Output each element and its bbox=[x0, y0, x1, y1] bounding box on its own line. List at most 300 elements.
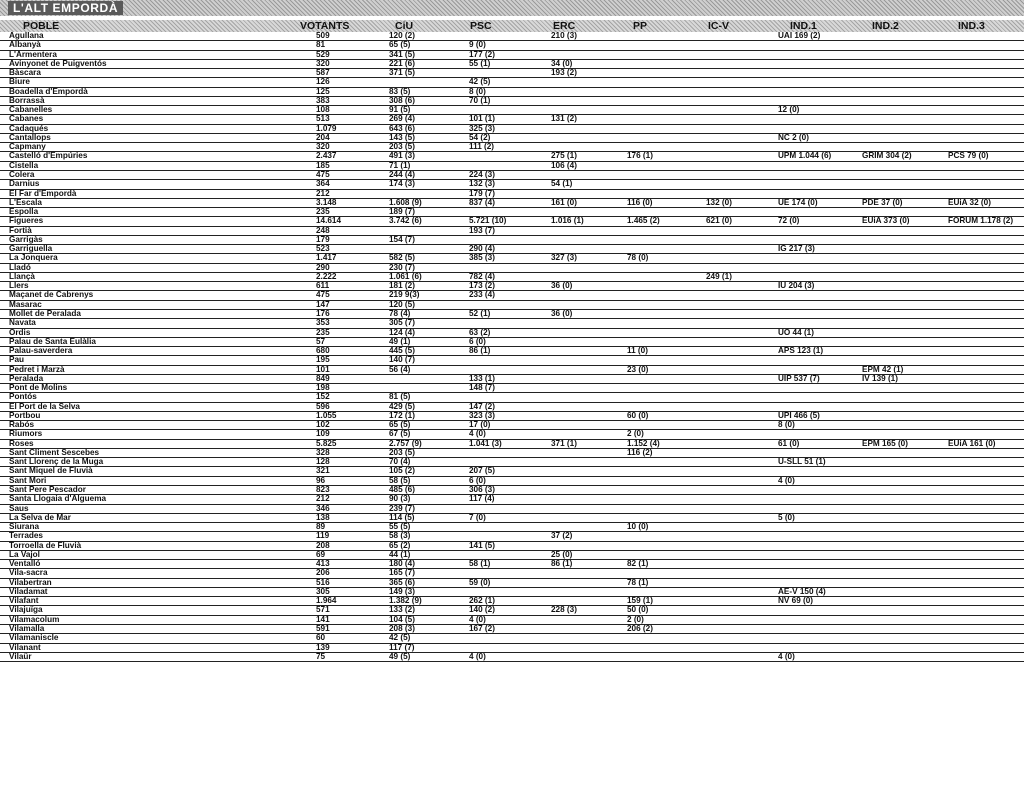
cell-votants: 475 bbox=[316, 291, 330, 300]
table-row bbox=[0, 653, 1024, 662]
cell-ciu: 91 (5) bbox=[389, 106, 411, 115]
table-row bbox=[0, 319, 1024, 328]
cell-poble: Santa Llogaia d'Àlguema bbox=[9, 495, 107, 504]
table-row bbox=[0, 644, 1024, 653]
cell-votants: 2.222 bbox=[316, 272, 337, 281]
table-row bbox=[0, 97, 1024, 106]
cell-psc: 179 (7) bbox=[469, 189, 495, 198]
cell-votants: 212 bbox=[316, 495, 330, 504]
cell-psc: 148 (7) bbox=[469, 384, 495, 393]
cell-ind1: UPM 1.044 (6) bbox=[778, 152, 832, 161]
table-row bbox=[0, 430, 1024, 439]
cell-votants: 509 bbox=[316, 32, 330, 40]
cell-ciu: 165 (7) bbox=[389, 569, 415, 578]
cell-erc: 86 (1) bbox=[551, 560, 573, 569]
cell-votants: 206 bbox=[316, 569, 330, 578]
cell-pp: 176 (1) bbox=[627, 152, 653, 161]
cell-pp: 206 (2) bbox=[627, 625, 653, 633]
cell-icv: 249 (1) bbox=[706, 272, 732, 281]
header-ind3: IND.3 bbox=[958, 20, 985, 32]
cell-ciu: 65 (2) bbox=[389, 541, 411, 550]
cell-poble: Cabanes bbox=[9, 115, 44, 124]
cell-votants: 152 bbox=[316, 393, 330, 402]
cell-votants: 5.825 bbox=[316, 439, 337, 448]
cell-erc: 210 (3) bbox=[551, 32, 577, 40]
cell-poble: Figueres bbox=[9, 217, 44, 226]
cell-psc: 147 (2) bbox=[469, 402, 495, 411]
cell-ciu: 133 (2) bbox=[389, 606, 415, 615]
title-bar bbox=[0, 0, 1024, 16]
cell-ciu: 445 (5) bbox=[389, 347, 415, 356]
cell-ciu: 149 (3) bbox=[389, 587, 415, 596]
cell-ciu: 104 (5) bbox=[389, 615, 415, 624]
cell-ciu: 154 (7) bbox=[389, 235, 415, 244]
cell-poble: Lladó bbox=[9, 263, 31, 272]
table-row bbox=[0, 329, 1024, 338]
table-row bbox=[0, 477, 1024, 486]
cell-poble: Cistella bbox=[9, 161, 39, 170]
table-row bbox=[0, 467, 1024, 476]
table-row bbox=[0, 542, 1024, 551]
cell-ciu: 1.061 (6) bbox=[389, 272, 422, 281]
cell-poble: Cadaqués bbox=[9, 124, 49, 133]
table-row bbox=[0, 273, 1024, 282]
cell-erc: 36 (0) bbox=[551, 309, 573, 318]
cell-ciu: 582 (5) bbox=[389, 254, 415, 263]
cell-poble: Ventalló bbox=[9, 560, 41, 569]
cell-pp: 2 (0) bbox=[627, 430, 644, 439]
cell-votants: 523 bbox=[316, 245, 330, 254]
cell-psc: 86 (1) bbox=[469, 347, 491, 356]
cell-ind3: EUiA 32 (0) bbox=[948, 198, 991, 207]
table-row bbox=[0, 282, 1024, 291]
cell-pp: 23 (0) bbox=[627, 365, 649, 374]
cell-psc: 133 (1) bbox=[469, 374, 495, 383]
cell-poble: Avinyonet de Puigventós bbox=[9, 59, 107, 68]
cell-poble: L'Armentera bbox=[9, 50, 57, 59]
header-ind1: IND.1 bbox=[790, 20, 817, 32]
cell-ciu: 230 (7) bbox=[389, 263, 415, 272]
cell-votants: 69 bbox=[316, 550, 326, 559]
cell-icv: 132 (0) bbox=[706, 198, 732, 207]
cell-ind1: 72 (0) bbox=[778, 217, 800, 226]
table-row bbox=[0, 180, 1024, 189]
table-row bbox=[0, 88, 1024, 97]
table-row bbox=[0, 106, 1024, 115]
table-row bbox=[0, 356, 1024, 365]
cell-pp: 159 (1) bbox=[627, 597, 653, 606]
cell-ciu: 239 (7) bbox=[389, 504, 415, 513]
cell-votants: 849 bbox=[316, 374, 330, 383]
cell-ciu: 81 (5) bbox=[389, 393, 411, 402]
cell-ciu: 3.742 (6) bbox=[389, 217, 422, 226]
cell-ind1: UPI 466 (5) bbox=[778, 411, 820, 420]
cell-ciu: 189 (7) bbox=[389, 208, 415, 217]
cell-votants: 413 bbox=[316, 560, 330, 569]
cell-ciu: 90 (3) bbox=[389, 495, 411, 504]
cell-ciu: 643 (6) bbox=[389, 124, 415, 133]
cell-votants: 139 bbox=[316, 643, 330, 652]
table-row bbox=[0, 551, 1024, 560]
cell-poble: Cantallops bbox=[9, 133, 51, 142]
table-row bbox=[0, 115, 1024, 124]
header-bar bbox=[0, 20, 1024, 32]
header-votants: VOTANTS bbox=[300, 20, 350, 32]
header-psc: PSC bbox=[470, 20, 492, 32]
cell-psc: 42 (5) bbox=[469, 78, 491, 87]
cell-poble: Garrigàs bbox=[9, 235, 43, 244]
cell-ciu: 65 (5) bbox=[389, 421, 411, 430]
cell-psc: 207 (5) bbox=[469, 467, 495, 476]
cell-votants: 141 bbox=[316, 615, 330, 624]
cell-pp: 1.152 (4) bbox=[627, 439, 660, 448]
table-row bbox=[0, 588, 1024, 597]
cell-pp: 78 (1) bbox=[627, 578, 649, 587]
cell-votants: 571 bbox=[316, 606, 330, 615]
cell-poble: Cabanelles bbox=[9, 106, 53, 115]
cell-psc: 17 (0) bbox=[469, 421, 491, 430]
cell-psc: 782 (4) bbox=[469, 272, 495, 281]
cell-votants: 57 bbox=[316, 337, 326, 346]
cell-ind1: AE-V 150 (4) bbox=[778, 587, 826, 596]
cell-psc: 224 (3) bbox=[469, 170, 495, 179]
cell-poble: La Selva de Mar bbox=[9, 513, 71, 522]
results-table bbox=[0, 32, 1024, 662]
cell-votants: 596 bbox=[316, 402, 330, 411]
cell-ind1: IG 217 (3) bbox=[778, 245, 815, 254]
cell-psc: 141 (5) bbox=[469, 541, 495, 550]
header-ciu: CiU bbox=[395, 20, 414, 32]
cell-ciu: 56 (4) bbox=[389, 365, 411, 374]
table-row bbox=[0, 125, 1024, 134]
cell-ind1: IU 204 (3) bbox=[778, 282, 815, 291]
cell-ciu: 124 (4) bbox=[389, 328, 415, 337]
table-row bbox=[0, 245, 1024, 254]
cell-poble: Roses bbox=[9, 439, 34, 448]
cell-psc: 193 (7) bbox=[469, 226, 495, 235]
cell-poble: Masarac bbox=[9, 300, 42, 309]
cell-ciu: 49 (1) bbox=[389, 337, 411, 346]
table-row bbox=[0, 217, 1024, 226]
cell-ciu: 181 (2) bbox=[389, 282, 415, 291]
cell-votants: 248 bbox=[316, 226, 330, 235]
cell-poble: Agullana bbox=[9, 32, 44, 40]
region-title: L'ALT EMPORDÀ bbox=[8, 1, 123, 15]
cell-votants: 353 bbox=[316, 319, 330, 328]
cell-ind1: UE 174 (0) bbox=[778, 198, 818, 207]
cell-psc: 385 (3) bbox=[469, 254, 495, 263]
cell-poble: Rabós bbox=[9, 421, 35, 430]
table-row bbox=[0, 625, 1024, 634]
table-row bbox=[0, 384, 1024, 393]
table-row bbox=[0, 78, 1024, 87]
cell-poble: El Port de la Selva bbox=[9, 402, 80, 411]
cell-psc: 117 (4) bbox=[469, 495, 495, 504]
cell-pp: 78 (0) bbox=[627, 254, 649, 263]
cell-poble: Viladamat bbox=[9, 587, 48, 596]
cell-votants: 364 bbox=[316, 180, 330, 189]
cell-poble: Torroella de Fluvià bbox=[9, 541, 82, 550]
cell-votants: 195 bbox=[316, 356, 330, 365]
table-row bbox=[0, 579, 1024, 588]
cell-votants: 321 bbox=[316, 467, 330, 476]
cell-erc: 25 (0) bbox=[551, 550, 573, 559]
cell-poble: L'Escala bbox=[9, 198, 42, 207]
cell-votants: 611 bbox=[316, 282, 330, 291]
cell-votants: 14.614 bbox=[316, 217, 342, 226]
cell-votants: 75 bbox=[316, 652, 326, 661]
cell-psc: 837 (4) bbox=[469, 198, 495, 207]
cell-erc: 327 (3) bbox=[551, 254, 577, 263]
cell-ind3: EUiA 161 (0) bbox=[948, 439, 996, 448]
cell-ciu: 58 (3) bbox=[389, 532, 411, 541]
cell-poble: Vilamacolum bbox=[9, 615, 60, 624]
table-row bbox=[0, 403, 1024, 412]
cell-votants: 1.055 bbox=[316, 411, 337, 420]
cell-votants: 320 bbox=[316, 143, 330, 152]
cell-ind2: EPM 42 (1) bbox=[862, 365, 904, 374]
cell-ciu: 42 (5) bbox=[389, 634, 411, 643]
cell-ind1: APS 123 (1) bbox=[778, 347, 824, 356]
table-row bbox=[0, 523, 1024, 532]
header-ind2: IND.2 bbox=[872, 20, 899, 32]
cell-votants: 89 bbox=[316, 523, 326, 532]
cell-poble: Palau-saverdera bbox=[9, 347, 73, 356]
table-row bbox=[0, 171, 1024, 180]
cell-ind2: EUiA 373 (0) bbox=[862, 217, 910, 226]
table-row bbox=[0, 495, 1024, 504]
cell-votants: 1.417 bbox=[316, 254, 337, 263]
table-row bbox=[0, 190, 1024, 199]
cell-pp: 60 (0) bbox=[627, 411, 649, 420]
cell-poble: Fortià bbox=[9, 226, 32, 235]
cell-ciu: 83 (5) bbox=[389, 87, 411, 96]
table-row bbox=[0, 514, 1024, 523]
table-row bbox=[0, 199, 1024, 208]
header-poble: POBLE bbox=[23, 20, 60, 32]
cell-ciu: 65 (5) bbox=[389, 41, 411, 50]
cell-votants: 208 bbox=[316, 541, 330, 550]
cell-ciu: 117 (7) bbox=[389, 643, 415, 652]
cell-ind1: 61 (0) bbox=[778, 439, 800, 448]
cell-votants: 126 bbox=[316, 78, 330, 87]
cell-ind1: 4 (0) bbox=[778, 652, 795, 661]
cell-ind1: UIP 537 (7) bbox=[778, 374, 820, 383]
cell-icv: 621 (0) bbox=[706, 217, 732, 226]
cell-votants: 383 bbox=[316, 96, 330, 105]
cell-erc: 37 (2) bbox=[551, 532, 573, 541]
cell-psc: 140 (2) bbox=[469, 606, 495, 615]
cell-psc: 5.721 (10) bbox=[469, 217, 507, 226]
cell-poble: Capmany bbox=[9, 143, 46, 152]
cell-psc: 58 (1) bbox=[469, 560, 491, 569]
cell-votants: 138 bbox=[316, 513, 330, 522]
table-row bbox=[0, 486, 1024, 495]
cell-ciu: 67 (5) bbox=[389, 430, 411, 439]
cell-psc: 70 (1) bbox=[469, 96, 491, 105]
cell-votants: 235 bbox=[316, 208, 330, 217]
table-row bbox=[0, 458, 1024, 467]
cell-votants: 2.437 bbox=[316, 152, 337, 161]
table-row bbox=[0, 51, 1024, 60]
cell-psc: 9 (0) bbox=[469, 41, 486, 50]
cell-votants: 204 bbox=[316, 133, 330, 142]
cell-poble: Llers bbox=[9, 282, 29, 291]
cell-votants: 680 bbox=[316, 347, 330, 356]
cell-ciu: 55 (5) bbox=[389, 523, 411, 532]
cell-pp: 1.465 (2) bbox=[627, 217, 660, 226]
cell-pp: 10 (0) bbox=[627, 523, 649, 532]
cell-psc: 6 (0) bbox=[469, 476, 486, 485]
cell-ciu: 49 (5) bbox=[389, 652, 411, 661]
cell-poble: El Far d'Empordà bbox=[9, 189, 77, 198]
cell-votants: 81 bbox=[316, 41, 326, 50]
table-row bbox=[0, 449, 1024, 458]
cell-ciu: 120 (2) bbox=[389, 32, 415, 40]
cell-votants: 1.964 bbox=[316, 597, 337, 606]
cell-ind2: EPM 165 (0) bbox=[862, 439, 908, 448]
cell-ciu: 114 (5) bbox=[389, 513, 415, 522]
cell-psc: 111 (2) bbox=[469, 143, 495, 152]
cell-psc: 7 (0) bbox=[469, 513, 486, 522]
cell-votants: 346 bbox=[316, 504, 330, 513]
table-row bbox=[0, 505, 1024, 514]
cell-votants: 101 bbox=[316, 365, 330, 374]
cell-erc: 34 (0) bbox=[551, 59, 573, 68]
cell-ciu: 1.382 (9) bbox=[389, 597, 422, 606]
cell-psc: 52 (1) bbox=[469, 309, 491, 318]
cell-votants: 185 bbox=[316, 161, 330, 170]
cell-poble: Vilajuïga bbox=[9, 606, 43, 615]
cell-votants: 176 bbox=[316, 309, 330, 318]
cell-poble: Vila-sacra bbox=[9, 569, 48, 578]
cell-votants: 516 bbox=[316, 578, 330, 587]
cell-votants: 179 bbox=[316, 235, 330, 244]
cell-votants: 587 bbox=[316, 69, 330, 78]
cell-psc: 177 (2) bbox=[469, 50, 495, 59]
cell-poble: Castelló d'Empúries bbox=[9, 152, 88, 161]
cell-poble: La Vajol bbox=[9, 550, 40, 559]
cell-poble: Sant Mori bbox=[9, 476, 47, 485]
table-row bbox=[0, 143, 1024, 152]
cell-ciu: 305 (7) bbox=[389, 319, 415, 328]
table-row bbox=[0, 32, 1024, 41]
cell-votants: 320 bbox=[316, 59, 330, 68]
cell-ciu: 365 (6) bbox=[389, 578, 415, 587]
cell-votants: 290 bbox=[316, 263, 330, 272]
cell-ciu: 371 (5) bbox=[389, 69, 415, 78]
table-row bbox=[0, 560, 1024, 569]
table-row bbox=[0, 569, 1024, 578]
table-row bbox=[0, 227, 1024, 236]
cell-poble: Vilabertran bbox=[9, 578, 52, 587]
cell-ciu: 1.608 (9) bbox=[389, 198, 422, 207]
cell-pp: 50 (0) bbox=[627, 606, 649, 615]
cell-ind1: UAI 169 (2) bbox=[778, 32, 821, 40]
cell-psc: 101 (1) bbox=[469, 115, 495, 124]
cell-votants: 60 bbox=[316, 634, 326, 643]
cell-votants: 328 bbox=[316, 448, 330, 457]
table-row bbox=[0, 208, 1024, 217]
cell-poble: Borrassà bbox=[9, 96, 45, 105]
cell-ciu: 120 (5) bbox=[389, 300, 415, 309]
cell-psc: 132 (3) bbox=[469, 180, 495, 189]
cell-votants: 529 bbox=[316, 50, 330, 59]
table-row bbox=[0, 162, 1024, 171]
cell-ciu: 70 (4) bbox=[389, 458, 411, 467]
table-row bbox=[0, 310, 1024, 319]
table-row bbox=[0, 41, 1024, 50]
table-row bbox=[0, 69, 1024, 78]
cell-poble: Vilamaniscle bbox=[9, 634, 59, 643]
header-erc: ERC bbox=[553, 20, 576, 32]
cell-ciu: 269 (4) bbox=[389, 115, 415, 124]
cell-ind1: NC 2 (0) bbox=[778, 133, 809, 142]
cell-erc: 228 (3) bbox=[551, 606, 577, 615]
cell-poble: Navata bbox=[9, 319, 36, 328]
table-row bbox=[0, 616, 1024, 625]
cell-ciu: 491 (3) bbox=[389, 152, 415, 161]
cell-pp: 82 (1) bbox=[627, 560, 649, 569]
cell-votants: 128 bbox=[316, 458, 330, 467]
cell-psc: 6 (0) bbox=[469, 337, 486, 346]
cell-erc: 1.016 (1) bbox=[551, 217, 584, 226]
cell-psc: 173 (2) bbox=[469, 282, 495, 291]
table-row bbox=[0, 152, 1024, 161]
cell-psc: 233 (4) bbox=[469, 291, 495, 300]
cell-votants: 147 bbox=[316, 300, 330, 309]
cell-erc: 193 (2) bbox=[551, 69, 577, 78]
cell-erc: 371 (1) bbox=[551, 439, 577, 448]
cell-votants: 235 bbox=[316, 328, 330, 337]
cell-poble: Palau de Santa Eulàlia bbox=[9, 337, 96, 346]
cell-votants: 125 bbox=[316, 87, 330, 96]
cell-votants: 513 bbox=[316, 115, 330, 124]
cell-ind3: PCS 79 (0) bbox=[948, 152, 989, 161]
cell-poble: Albanyà bbox=[9, 41, 41, 50]
cell-votants: 96 bbox=[316, 476, 326, 485]
cell-erc: 131 (2) bbox=[551, 115, 577, 124]
cell-poble: Sant Miquel de Fluvià bbox=[9, 467, 93, 476]
table-row bbox=[0, 393, 1024, 402]
cell-pp: 116 (2) bbox=[627, 448, 653, 457]
cell-ind1: UO 44 (1) bbox=[778, 328, 814, 337]
cell-votants: 102 bbox=[316, 421, 330, 430]
cell-erc: 161 (0) bbox=[551, 198, 577, 207]
cell-psc: 323 (3) bbox=[469, 411, 495, 420]
cell-pp: 2 (0) bbox=[627, 615, 644, 624]
cell-votants: 119 bbox=[316, 532, 330, 541]
cell-ind3: FORUM 1.178 (2) bbox=[948, 217, 1014, 226]
cell-ciu: 180 (4) bbox=[389, 560, 415, 569]
cell-pp: 11 (0) bbox=[627, 347, 648, 356]
cell-poble: Vilamalla bbox=[9, 625, 45, 633]
cell-ind2: PDE 37 (0) bbox=[862, 198, 903, 207]
table-row bbox=[0, 338, 1024, 347]
cell-ciu: 140 (7) bbox=[389, 356, 415, 365]
cell-poble: La Jonquera bbox=[9, 254, 58, 263]
cell-votants: 305 bbox=[316, 587, 330, 596]
cell-ciu: 78 (4) bbox=[389, 309, 411, 318]
cell-ind1: 8 (0) bbox=[778, 421, 795, 430]
cell-psc: 54 (2) bbox=[469, 133, 491, 142]
cell-ciu: 341 (5) bbox=[389, 50, 415, 59]
cell-ind1: U-SLL 51 (1) bbox=[778, 458, 826, 467]
cell-erc: 54 (1) bbox=[551, 180, 573, 189]
cell-poble: Terrades bbox=[9, 532, 43, 541]
cell-erc: 36 (0) bbox=[551, 282, 573, 291]
cell-ciu: 58 (5) bbox=[389, 476, 411, 485]
